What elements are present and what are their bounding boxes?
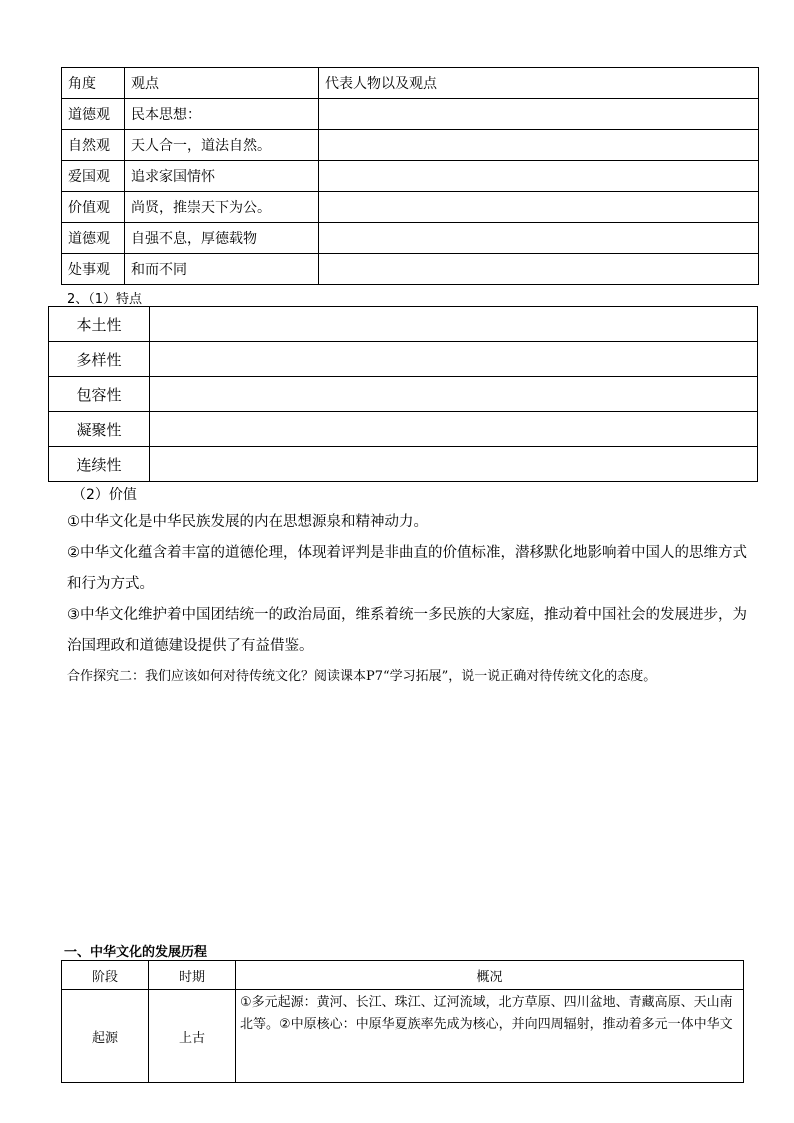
view-cell: 追求家国情怀 <box>125 161 319 192</box>
history-table <box>61 960 744 1083</box>
value-point: ③中华文化维护着中国团结统一的政治局面，维系着统一多民族的大家庭，推动着中国社会的发展进步，为治国理政和道德建设提供了有益借鉴。 <box>67 607 747 654</box>
angle-cell: 处事观 <box>62 254 125 285</box>
rep-cell <box>319 254 759 285</box>
trait-answer-cell <box>150 447 758 482</box>
table-row <box>49 447 758 482</box>
angle-cell: 道德观 <box>62 99 125 130</box>
desc-cell: ①多元起源：黄河、长江、珠江、辽河流域，北方草原、四川盆地、青藏高原、天山南北等。②中原核心：中原华夏族率先成为核心，并向四周辐射，推动着多元一体中华文 <box>236 990 744 1083</box>
traits-table <box>48 306 758 482</box>
header-cell: 角度 <box>62 68 125 99</box>
cooperation-question: 合作探究二：我们应该如何对待传统文化？阅读课本P7“学习拓展”，说一说正确对待传统文化的态度。 <box>67 669 657 684</box>
table-row <box>49 377 758 412</box>
characteristics-label: 2、（1）特点 <box>67 292 143 307</box>
header-cell: 阶段 <box>62 961 149 990</box>
table-row <box>49 412 758 447</box>
header-cell: 观点 <box>125 68 319 99</box>
table-header-row <box>62 68 759 99</box>
header-cell: 时期 <box>149 961 236 990</box>
view-cell: 尚贤，推崇天下为公。 <box>125 192 319 223</box>
angle-cell: 爱国观 <box>62 161 125 192</box>
header-cell: 代表人物以及观点 <box>319 68 759 99</box>
view-cell: 自强不息，厚德载物 <box>125 223 319 254</box>
table-row <box>49 342 758 377</box>
table-row <box>62 254 759 285</box>
rep-cell <box>319 223 759 254</box>
value-point: ②中华文化蕴含着丰富的道德伦理，体现着评判是非曲直的价值标准，潜移默化地影响着中国人的思维方式和行为方式。 <box>67 545 747 592</box>
value-point: ①中华文化是中华民族发展的内在思想源泉和精神动力。 <box>67 514 428 530</box>
angle-cell: 自然观 <box>62 130 125 161</box>
table-row <box>62 192 759 223</box>
table-row <box>62 99 759 130</box>
table-row <box>62 130 759 161</box>
table-row <box>49 307 758 342</box>
view-cell: 民本思想： <box>125 99 319 130</box>
trait-answer-cell <box>150 412 758 447</box>
trait-cell: 多样性 <box>49 342 150 377</box>
views-table <box>61 67 759 285</box>
rep-cell <box>319 130 759 161</box>
trait-answer-cell <box>150 377 758 412</box>
trait-cell: 本土性 <box>49 307 150 342</box>
trait-cell: 连续性 <box>49 447 150 482</box>
table-row <box>62 161 759 192</box>
table-header-row <box>62 961 744 990</box>
stage-cell: 起源 <box>62 990 149 1083</box>
trait-cell: 凝聚性 <box>49 412 150 447</box>
rep-cell <box>319 99 759 130</box>
trait-answer-cell <box>150 307 758 342</box>
section-title: 一、中华文化的发展历程 <box>64 945 208 960</box>
trait-cell: 包容性 <box>49 377 150 412</box>
trait-answer-cell <box>150 342 758 377</box>
angle-cell: 道德观 <box>62 223 125 254</box>
rep-cell <box>319 192 759 223</box>
table-row <box>62 223 759 254</box>
value-label: （2）价值 <box>72 487 137 503</box>
rep-cell <box>319 161 759 192</box>
table-row <box>62 990 744 1083</box>
view-cell: 天人合一，道法自然。 <box>125 130 319 161</box>
header-cell: 概况 <box>236 961 744 990</box>
angle-cell: 价值观 <box>62 192 125 223</box>
view-cell: 和而不同 <box>125 254 319 285</box>
period-cell: 上古 <box>149 990 236 1083</box>
